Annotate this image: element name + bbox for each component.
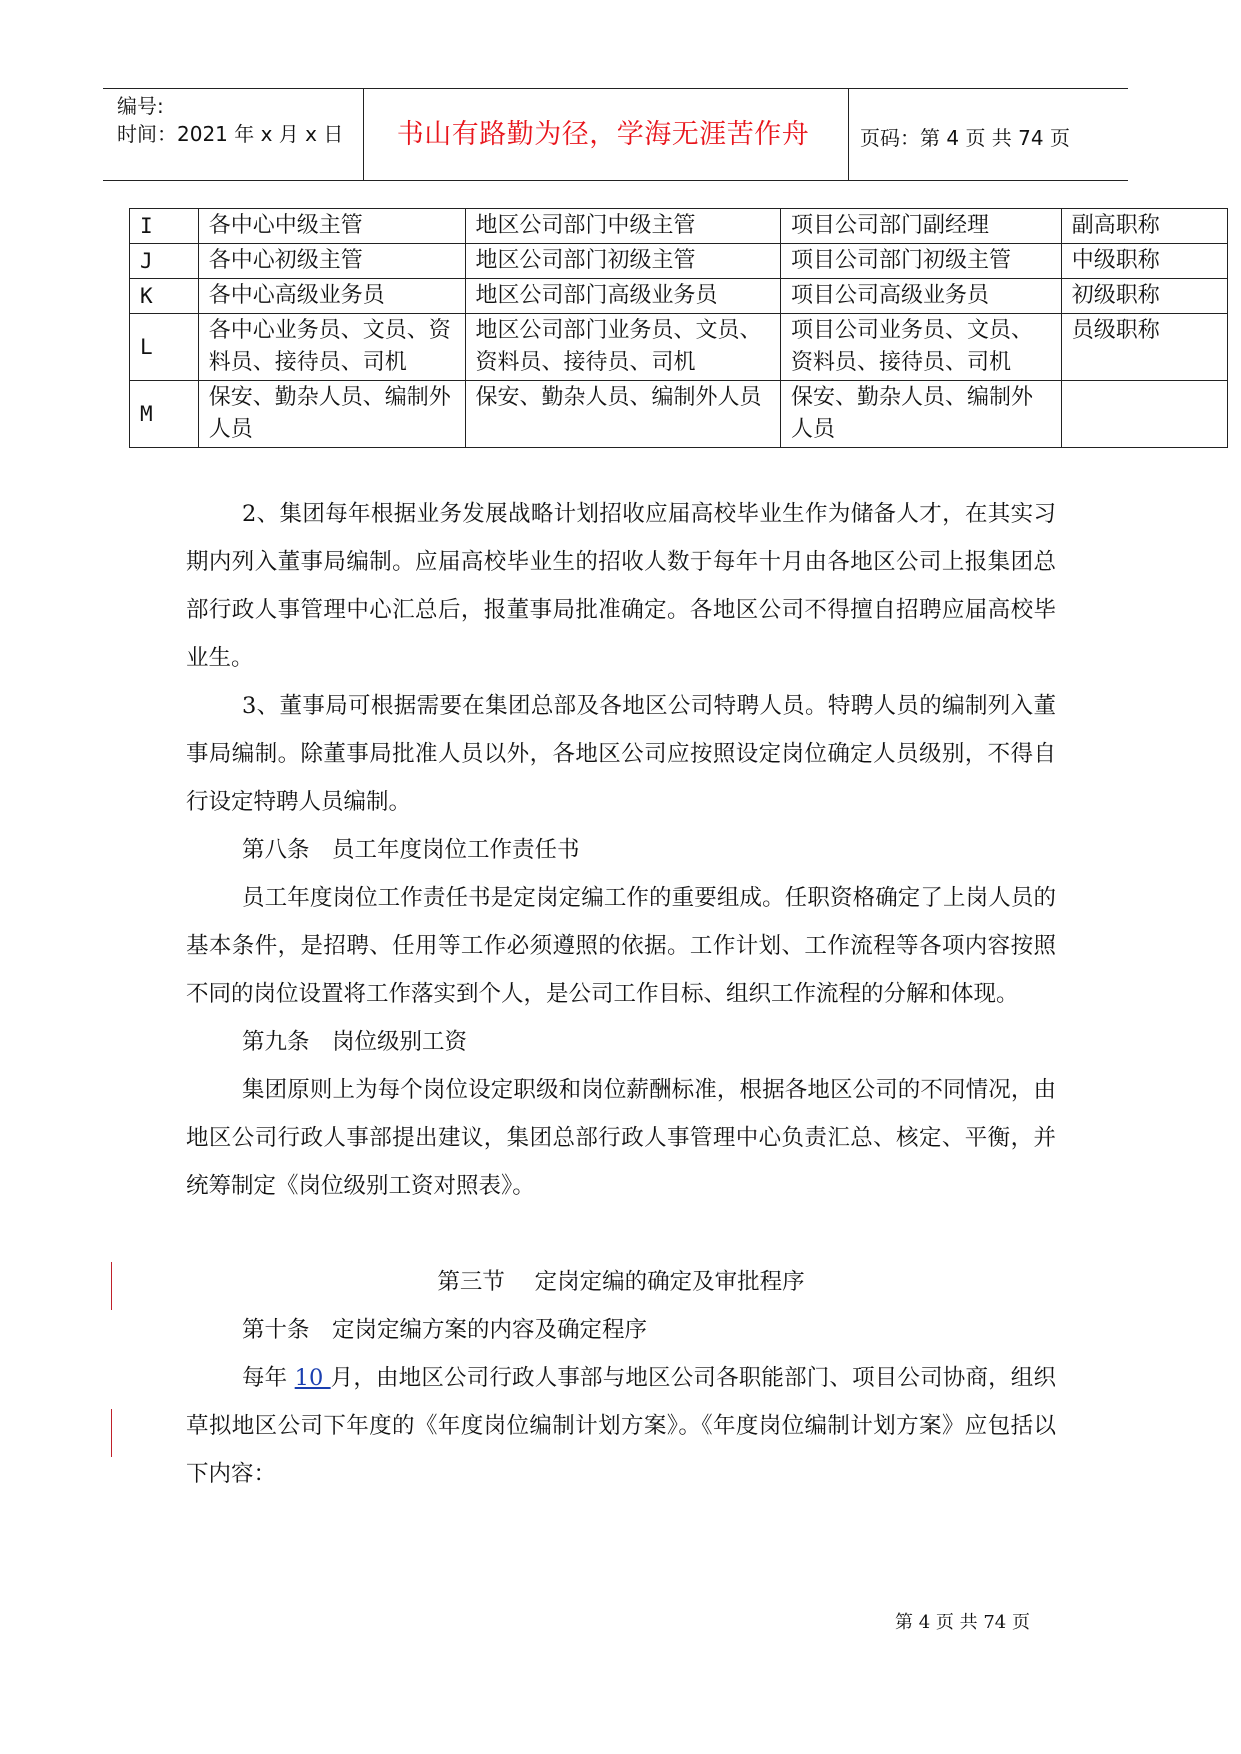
region-cell: 地区公司部门业务员、文员、资料员、接待员、司机 <box>465 314 780 381</box>
project-cell: 保安、勤杂人员、编制外人员 <box>781 381 1062 448</box>
header-top-rule <box>103 88 1128 89</box>
level-cell: J <box>130 244 199 279</box>
paragraph: 员工年度岗位工作责任书是定岗定编工作的重要组成。任职资格确定了上岗人员的基本条件，是招聘、任用等工作必须遵照的依据。工作计划、工作流程等各项内容按照不同的岗位设置将工作落实到个人，是公司工作目标、组织工作流程的分解和体现。 <box>186 885 1056 1007</box>
header-bottom-rule <box>103 180 1128 181</box>
title-cell: 员级职称 <box>1061 314 1227 381</box>
level-cell: M <box>130 381 199 448</box>
table-row <box>130 381 1228 448</box>
table-row <box>130 209 1228 244</box>
region-cell: 地区公司部门初级主管 <box>465 244 780 279</box>
center-cell: 各中心初级主管 <box>198 244 465 279</box>
region-cell: 地区公司部门高级业务员 <box>465 279 780 314</box>
region-cell: 地区公司部门中级主管 <box>465 209 780 244</box>
center-cell: 各中心业务员、文员、资料员、接待员、司机 <box>198 314 465 381</box>
article-heading: 第八条 员工年度岗位工作责任书 <box>242 837 580 863</box>
article-heading: 第九条 岗位级别工资 <box>242 1029 468 1055</box>
section-heading: 第三节 定岗定编的确定及审批程序 <box>437 1269 805 1295</box>
revision-bar <box>111 1262 112 1310</box>
header-meta <box>117 92 343 148</box>
paragraph: 集团原则上为每个岗位设定职级和岗位薪酬标准，根据各地区公司的不同情况，由地区公司行政人事部提出建议，集团总部行政人事管理中心负责汇总、核定、平衡，并统筹制定《岗位级别工资对照表》。 <box>186 1077 1056 1199</box>
revision-bar <box>111 1409 112 1457</box>
project-cell: 项目公司部门副经理 <box>781 209 1062 244</box>
level-cell: L <box>130 314 199 381</box>
level-cell: I <box>130 209 199 244</box>
title-cell: 中级职称 <box>1061 244 1227 279</box>
paragraph: 3、董事局可根据需要在集团总部及各地区公司特聘人员。特聘人员的编制列入董事局编制。除董事局批准人员以外，各地区公司应按照设定岗位确定人员级别，不得自行设定特聘人员编制。 <box>186 693 1056 815</box>
header-motto: 书山有路勤为径，学海无涯苦作舟 <box>396 119 810 150</box>
paragraph: 2、集团每年根据业务发展战略计划招收应届高校毕业生作为储备人才，在其实习期内列入董事局编制。应届高校毕业生的招收人数于每年十月由各地区公司上报集团总部行政人事管理中心汇总后，报董事局批准确定。各地区公司不得擅自招聘应届高校毕业生。 <box>186 501 1056 671</box>
header-page-label: 页码：第 4 页 共 74 页 <box>860 126 1070 150</box>
header-divider-right <box>848 88 849 181</box>
article-heading: 第十条 定岗定编方案的内容及确定程序 <box>242 1317 648 1343</box>
project-cell: 项目公司业务员、文员、资料员、接待员、司机 <box>781 314 1062 381</box>
level-cell: K <box>130 279 199 314</box>
document-body <box>186 490 1056 1498</box>
table-row <box>130 314 1228 381</box>
paragraph-text-rest: 月，由地区公司行政人事部与地区公司各职能部门、项目公司协商，组织草拟地区公司下年度的《年度岗位编制计划方案》。《年度岗位编制计划方案》应包括以下内容： <box>186 1365 1056 1487</box>
paragraph-text-start: 每年 <box>242 1365 295 1391</box>
title-cell <box>1061 381 1227 448</box>
page-footer: 第 4 页 共 74 页 <box>895 1612 1030 1633</box>
doc-code-label: 编号: <box>117 94 164 118</box>
center-cell: 各中心高级业务员 <box>198 279 465 314</box>
paragraph <box>186 1354 1056 1498</box>
month-number: 10 <box>294 1365 331 1391</box>
staff-level-table <box>129 208 1228 448</box>
table-row <box>130 279 1228 314</box>
title-cell: 副高职称 <box>1061 209 1227 244</box>
region-cell: 保安、勤杂人员、编制外人员 <box>465 381 780 448</box>
doc-time-label: 时间：2021 年 x 月 x 日 <box>117 122 344 146</box>
table-row <box>130 244 1228 279</box>
center-cell: 各中心中级主管 <box>198 209 465 244</box>
project-cell: 项目公司高级业务员 <box>781 279 1062 314</box>
project-cell: 项目公司部门初级主管 <box>781 244 1062 279</box>
center-cell: 保安、勤杂人员、编制外人员 <box>198 381 465 448</box>
title-cell: 初级职称 <box>1061 279 1227 314</box>
